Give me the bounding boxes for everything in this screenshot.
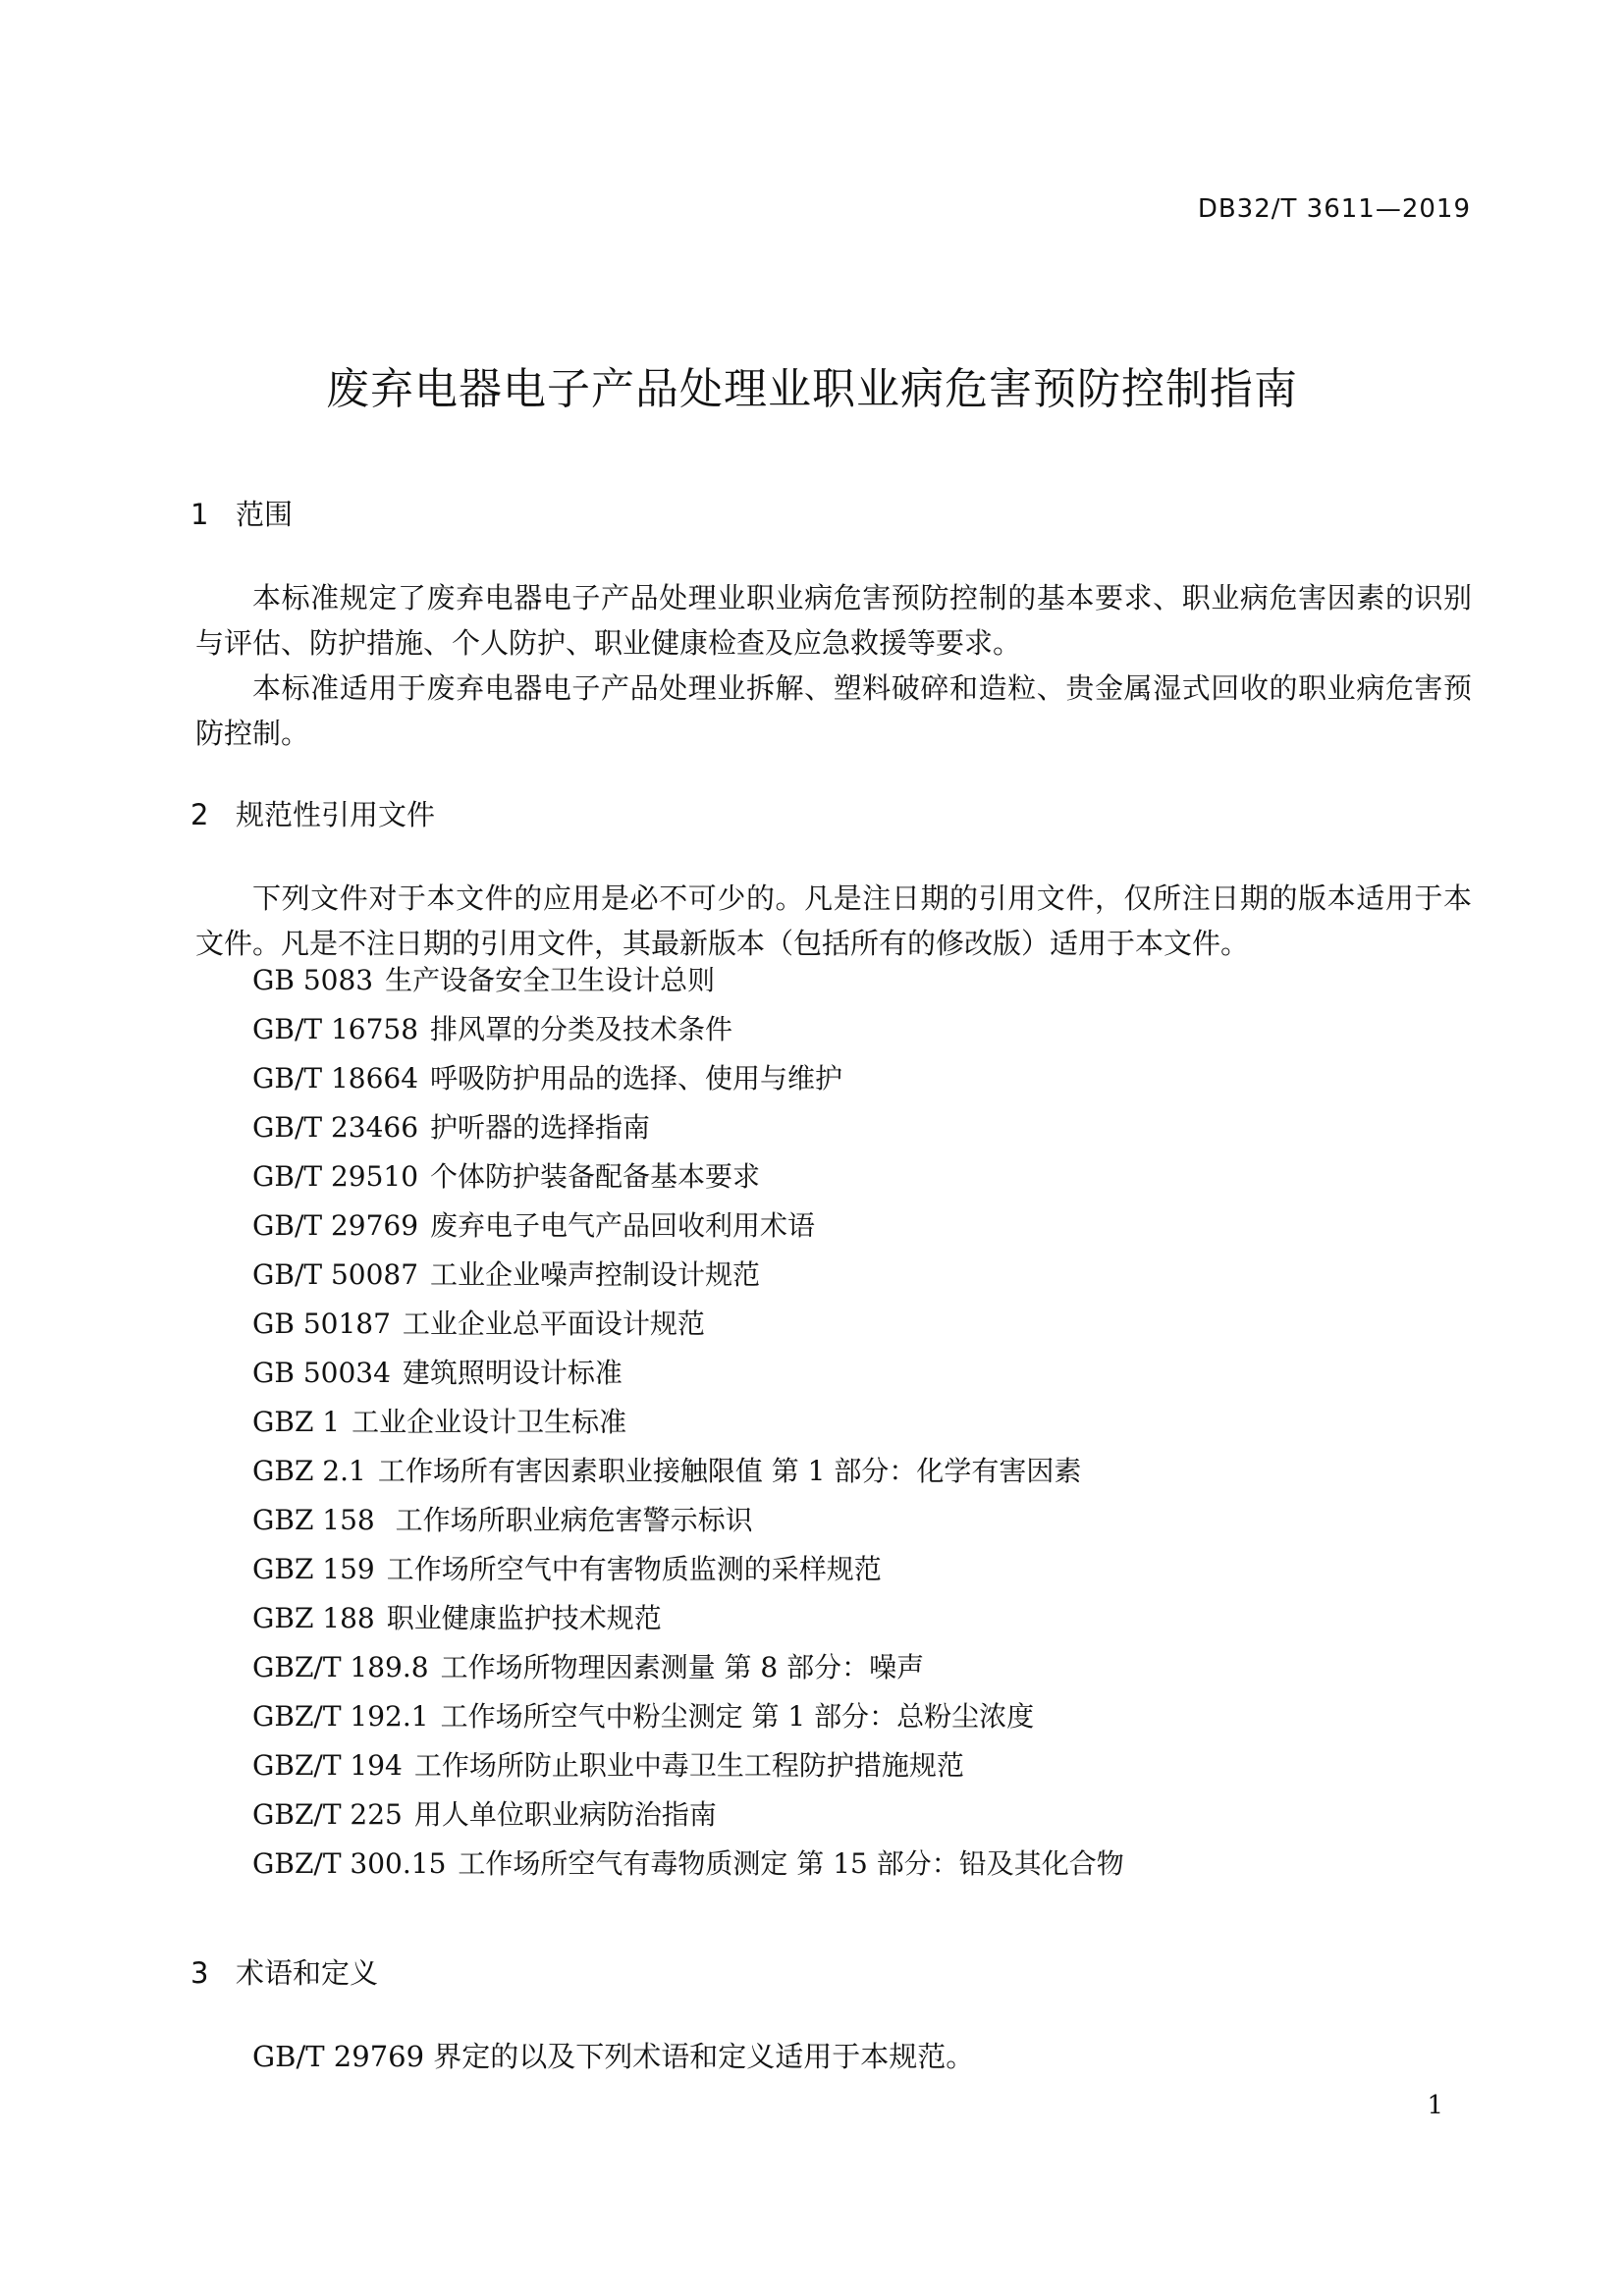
section-3-heading — [190, 1951, 378, 1992]
reference-code: GB 5083 — [252, 964, 374, 996]
reference-item — [252, 1447, 1124, 1496]
reference-item — [252, 1545, 1124, 1594]
reference-code: GBZ/T 192.1 — [252, 1700, 429, 1733]
reference-code: GB 50034 — [252, 1357, 391, 1389]
reference-item — [252, 1300, 1124, 1349]
reference-code: GB/T 18664 — [252, 1062, 419, 1095]
reference-title: 工业企业总平面设计规范 — [402, 1308, 705, 1340]
reference-title: 工业企业设计卫生标准 — [352, 1406, 627, 1438]
reference-item — [252, 1790, 1124, 1840]
reference-code: GBZ 1 — [252, 1406, 341, 1438]
document-title: 废弃电器电子产品处理业职业病危害预防控制指南 — [326, 364, 1298, 414]
reference-item — [252, 1054, 1124, 1103]
reference-title: 护听器的选择指南 — [430, 1111, 651, 1144]
standard-code: DB32/T 3611—2019 — [1197, 194, 1471, 224]
section-2-paragraph-1: 下列文件对于本文件的应用是必不可少的。凡是注日期的引用文件，仅所注日期的版本适用于本文件。凡是不注日期的引用文件，其最新版本（包括所有的修改版）适用于本文件。 — [195, 881, 1472, 960]
section-2-heading — [190, 793, 435, 833]
reference-code: GB/T 29769 — [252, 1209, 419, 1242]
section-title: 术语和定义 — [236, 1956, 379, 1990]
reference-code: GBZ 188 — [252, 1602, 375, 1634]
reference-item — [252, 1692, 1124, 1741]
reference-title: 用人单位职业病防治指南 — [413, 1798, 717, 1831]
reference-code: GBZ/T 300.15 — [252, 1847, 447, 1880]
reference-title: 工作场所空气有毒物质测定 第 15 部分：铅及其化合物 — [458, 1847, 1124, 1880]
reference-item — [252, 1741, 1124, 1790]
reference-item — [252, 1251, 1124, 1300]
reference-item — [252, 1152, 1124, 1201]
reference-title: 呼吸防护用品的选择、使用与维护 — [430, 1062, 843, 1095]
reference-item — [252, 1496, 1124, 1545]
reference-item — [252, 1349, 1124, 1398]
reference-title: 废弃电子电气产品回收利用术语 — [430, 1209, 816, 1242]
reference-title: 生产设备安全卫生设计总则 — [385, 964, 716, 996]
reference-title: 工作场所职业病危害警示标识 — [386, 1504, 753, 1536]
section-1-paragraph-2: 本标准适用于废弃电器电子产品处理业拆解、塑料破碎和造粒、贵金属湿式回收的职业病危害预防控制。 — [195, 671, 1472, 750]
reference-code: GBZ/T 189.8 — [252, 1651, 429, 1683]
reference-code: GB/T 23466 — [252, 1111, 419, 1144]
reference-code: GBZ/T 225 — [252, 1798, 403, 1831]
reference-item — [252, 1103, 1124, 1152]
reference-code: GB/T 50087 — [252, 1258, 419, 1291]
reference-title: 工作场所防止职业中毒卫生工程防护措施规范 — [413, 1749, 964, 1782]
reference-item — [252, 1201, 1124, 1251]
reference-title: 排风罩的分类及技术条件 — [430, 1013, 733, 1045]
section-1-paragraph-1: 本标准规定了废弃电器电子产品处理业职业病危害预防控制的基本要求、职业病危害因素的识别与评估、防护措施、个人防护、职业健康检查及应急救援等要求。 — [195, 581, 1472, 660]
section-1-heading — [190, 493, 293, 533]
page-number: 1 — [1427, 2091, 1443, 2120]
reference-item — [252, 1643, 1124, 1692]
reference-item — [252, 956, 1124, 1005]
section-number: 2 — [190, 798, 209, 831]
reference-item — [252, 1005, 1124, 1054]
reference-title: 职业健康监护技术规范 — [386, 1602, 662, 1634]
reference-code: GBZ 158 — [252, 1504, 375, 1536]
section-number: 1 — [190, 498, 209, 531]
section-number: 3 — [190, 1956, 209, 1990]
reference-code: GB/T 16758 — [252, 1013, 419, 1045]
section-3-paragraph-1: GB/T 29769 界定的以及下列术语和定义适用于本规范。 — [252, 2040, 975, 2073]
reference-title: 建筑照明设计标准 — [402, 1357, 623, 1389]
section-title: 范围 — [236, 498, 294, 531]
reference-item — [252, 1398, 1124, 1447]
reference-title: 工业企业噪声控制设计规范 — [430, 1258, 761, 1291]
reference-code: GBZ 159 — [252, 1553, 375, 1585]
reference-title: 工作场所空气中粉尘测定 第 1 部分：总粉尘浓度 — [440, 1700, 1035, 1733]
reference-code: GBZ 2.1 — [252, 1455, 366, 1487]
reference-code: GB/T 29510 — [252, 1160, 419, 1193]
reference-title: 个体防护装备配备基本要求 — [430, 1160, 761, 1193]
reference-list — [252, 956, 1124, 1889]
reference-title: 工作场所空气中有害物质监测的采样规范 — [386, 1553, 882, 1585]
reference-item — [252, 1594, 1124, 1643]
reference-code: GBZ/T 194 — [252, 1749, 403, 1782]
reference-title: 工作场所物理因素测量 第 8 部分：噪声 — [440, 1651, 925, 1683]
reference-title: 工作场所有害因素职业接触限值 第 1 部分：化学有害因素 — [377, 1455, 1082, 1487]
reference-item — [252, 1840, 1124, 1889]
section-title: 规范性引用文件 — [236, 798, 436, 831]
reference-code: GB 50187 — [252, 1308, 391, 1340]
